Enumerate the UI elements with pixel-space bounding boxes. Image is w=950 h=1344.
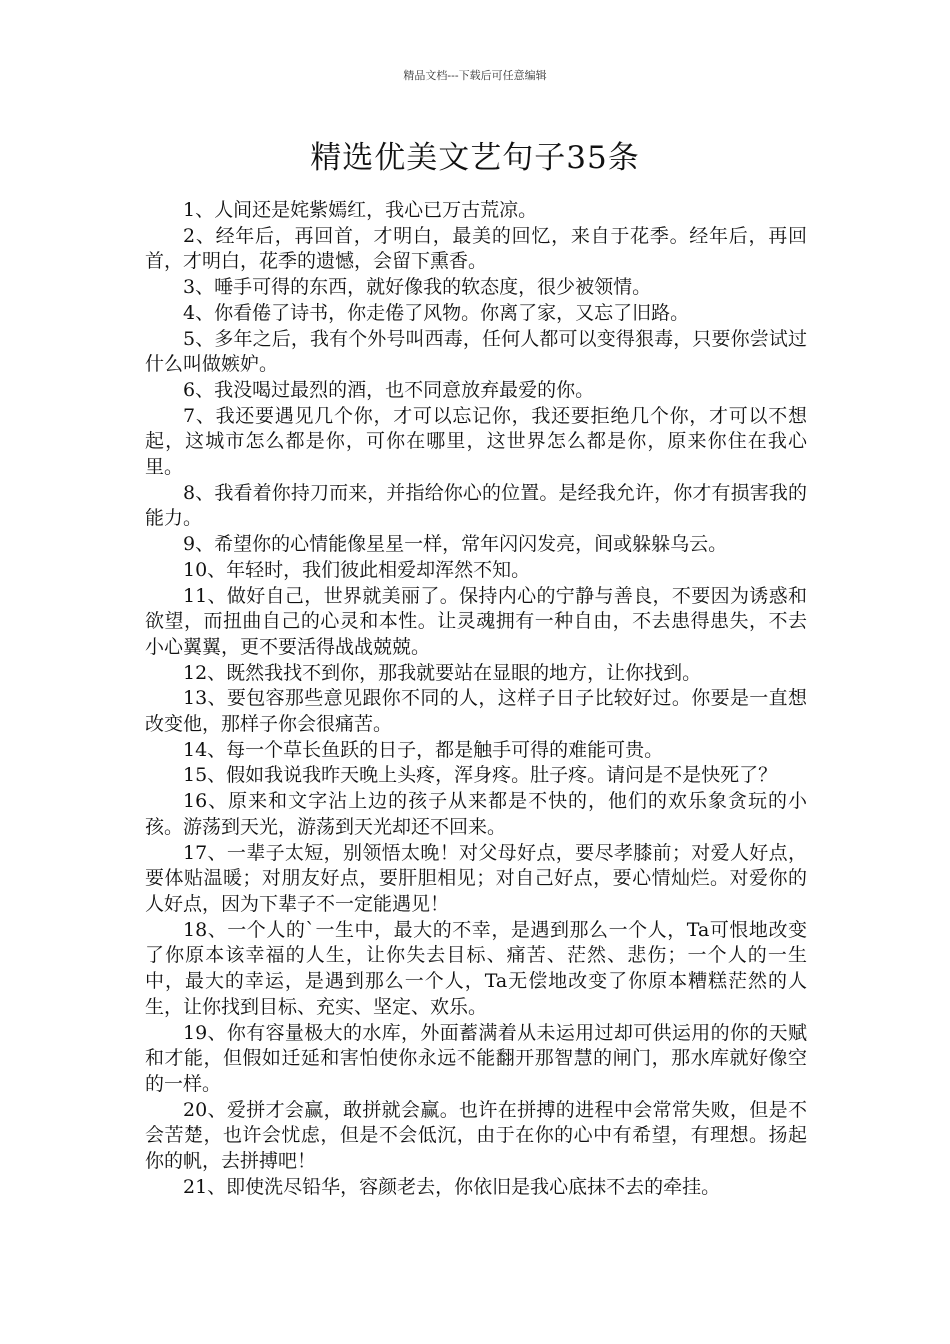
paragraph-13: 13、要包容那些意见跟你不同的人，这样子日子比较好过。你要是一直想改变他，那样子你会很痛苦。 xyxy=(145,687,807,736)
paragraph-7: 7、我还要遇见几个你，才可以忘记你，我还要拒绝几个你，才可以不想起，这城市怎么都是你，可你在哪里，这世界怎么都是你，原来你住在我心里。 xyxy=(145,404,807,479)
paragraph-19: 19、你有容量极大的水库，外面蓄满着从未运用过却可供运用的你的天赋和才能，但假如迁延和害怕使你永远不能翻开那智慧的闸门，那水库就好像空的一样。 xyxy=(145,1021,807,1095)
paragraph-1: 1、人间还是姹紫嫣红，我心已万古荒凉。 xyxy=(183,199,538,221)
paragraph-21: 21、即使洗尽铅华，容颜老去，你依旧是我心底抹不去的牵挂。 xyxy=(183,1175,721,1198)
document-title: 精选优美文艺句子35条 xyxy=(310,140,640,176)
paragraph-5: 5、多年之后，我有个外号叫西毒，任何人都可以变得狠毒，只要你尝试过什么叫做嫉妒。 xyxy=(145,327,807,376)
paragraph-4: 4、你看倦了诗书，你走倦了风物。你离了家，又忘了旧路。 xyxy=(183,301,690,324)
paragraph-17: 17、一辈子太短，别领悟太晚！对父母好点，要尽孝膝前；对爱人好点，要体贴温暖；对朋友好点，要肝胆相见；对自己好点，要心情灿烂。对爱你的人好点，因为下辈子不一定能遇见！ xyxy=(145,841,807,915)
paragraph-16: 16、原来和文字沾上边的孩子从来都是不快的，他们的欢乐象贪玩的小孩。游荡到天光，游荡到天光却还不回来。 xyxy=(145,790,807,838)
paragraph-6: 6、我没喝过最烈的酒，也不同意放弃最爱的你。 xyxy=(183,378,595,401)
paragraph-15: 15、假如我说我昨天晚上头疼，浑身疼。肚子疼。请问是不是快死了？ xyxy=(183,764,778,787)
paragraph-10: 10、年轻时，我们彼此相爱却浑然不知。 xyxy=(183,558,531,581)
paragraph-3: 3、唾手可得的东西，就好像我的软态度，很少被领情。 xyxy=(183,276,652,299)
paragraph-9: 9、希望你的心情能像星星一样，常年闪闪发亮，间或躲躲乌云。 xyxy=(183,533,728,556)
paragraph-2: 2、经年后，再回首，才明白，最美的回忆，来自于花季。经年后，再回首，才明白，花季的遗憾，会留下熏香。 xyxy=(145,224,807,273)
paragraph-14: 14、每一个草长鱼跃的日子，都是触手可得的难能可贵。 xyxy=(183,738,664,761)
page-header-note: 精品文档---下载后可任意编辑 xyxy=(403,69,547,82)
paragraph-20: 20、爱拼才会赢，敢拼就会赢。也许在拼搏的进程中会常常失败，但是不会苦楚，也许会忧虑，但是不会低沉，由于在你的心中有希望，有理想。扬起你的帆，去拼搏吧！ xyxy=(145,1098,807,1173)
paragraph-11: 11、做好自己，世界就美丽了。保持内心的宁静与善良，不要因为诱惑和欲望，而扭曲自己的心灵和本性。让灵魂拥有一种自由，不去患得患失，不去小心翼翼，更不要活得战战兢兢。 xyxy=(145,584,807,658)
document-body xyxy=(145,198,807,1200)
paragraph-18: 18、一个人的`一生中，最大的不幸，是遇到那么一个人，Ta可恨地改变了你原本该幸福的人生，让你失去目标、痛苦、茫然、悲伤；一个人的一生中，最大的幸运，是遇到那么一个人，Ta无偿地改变了你原本糟糕茫然的人生，让你找到目标、充实、坚定、欢乐。 xyxy=(145,918,807,1018)
paragraph-8: 8、我看着你持刀而来，并指给你心的位置。是经我允许，你才有损害我的能力。 xyxy=(145,481,807,530)
paragraph-12: 12、既然我找不到你，那我就要站在显眼的地方，让你找到。 xyxy=(183,661,702,684)
